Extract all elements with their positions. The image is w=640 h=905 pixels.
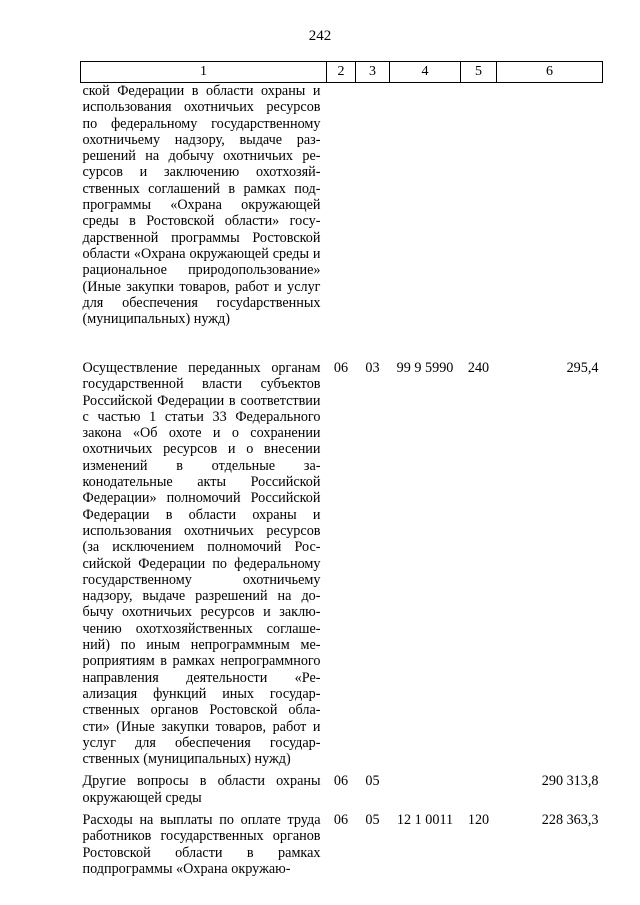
table-header-row: [81, 62, 603, 83]
row-section-code: 06: [333, 360, 349, 376]
row-expense-type: [461, 83, 497, 355]
table-row: [81, 83, 603, 355]
header-col-4: 4: [390, 62, 461, 83]
row-description: Другие вопросы в области охраны окружающей среды: [82, 773, 321, 806]
row-subsection-code: 05: [365, 812, 380, 829]
header-col-2: 2: [327, 62, 356, 83]
row-expense-type: [461, 767, 497, 806]
page-number: 242: [308, 28, 332, 44]
row-subsection-code: [356, 83, 390, 355]
row-section-code: 06: [333, 812, 349, 829]
row-description: ской Федерации в области охраны и использования охотничьих ресурсов по федеральному государственному охотничьему надзору, выдаче разрешений на добычу охотничьих ресурсов и заключению охотхозяйственных соглашений в рамках подпрограммы «Охрана окружающей среды в Ростовской области» государственной программы Ростовской области «Охрана окружающей среды и рациональное природопользование» (Иные закупки товаров, работ и услуг для обеспечения госуdарственных (муниципальных) нужд): [82, 83, 321, 328]
header-col-6: 6: [497, 62, 603, 83]
row-amount: [497, 83, 603, 355]
table-row: [81, 767, 603, 806]
row-amount: 295,4: [566, 360, 599, 376]
row-description: Осуществление переданных органам государственной власти субъектов Российской Федерации в соответствии с частью 1 статьи 33 Федерального закона «Об охоте и о сохранении охотничьих ресурсов и о внесении изменений в отдельные законодательные акты Российской Федерации» полномочий Российской Федерации в области охраны и использования охотничьих ресурсов (за исключением полномочий Российской Федерации по федеральному государственному охотничьему надзору, выдаче разрешений на добычу охотничьих ресурсов и заключению охотхозяйственных соглашений) по иным непрограммным мероприятиям в рамках непрограммного направления деятельности «Реализация функций иных государственных органов Ростовской области» (Иные закупки товаров, работ и услуг для обеспечения государственных (муниципальных) нужд): [82, 360, 321, 768]
row-subsection-code: 05: [365, 773, 380, 790]
row-section-code: 06: [333, 773, 349, 790]
row-amount: 228 363,3: [541, 812, 599, 829]
row-description: Расходы на выплаты по оплате труда работников государственных органов Ростовской области в рамках подпрограммы «Охрана окружаю-: [82, 812, 321, 877]
header-col-5: 5: [461, 62, 497, 83]
row-amount: 290 313,8: [541, 773, 599, 790]
row-target-article: [390, 767, 461, 806]
table-row: [81, 806, 603, 877]
row-subsection-code: 03: [365, 360, 380, 376]
row-expense-type: 240: [467, 360, 490, 376]
row-target-article: 12 1 0011: [396, 812, 454, 829]
header-col-1: 1: [81, 62, 327, 83]
header-col-3: 3: [356, 62, 390, 83]
row-target-article: 99 9 5990: [396, 360, 454, 376]
row-section-code: [327, 83, 356, 355]
row-expense-type: 120: [467, 812, 490, 829]
row-target-article: [390, 83, 461, 355]
budget-table: [80, 61, 603, 877]
table-row: [81, 354, 603, 767]
